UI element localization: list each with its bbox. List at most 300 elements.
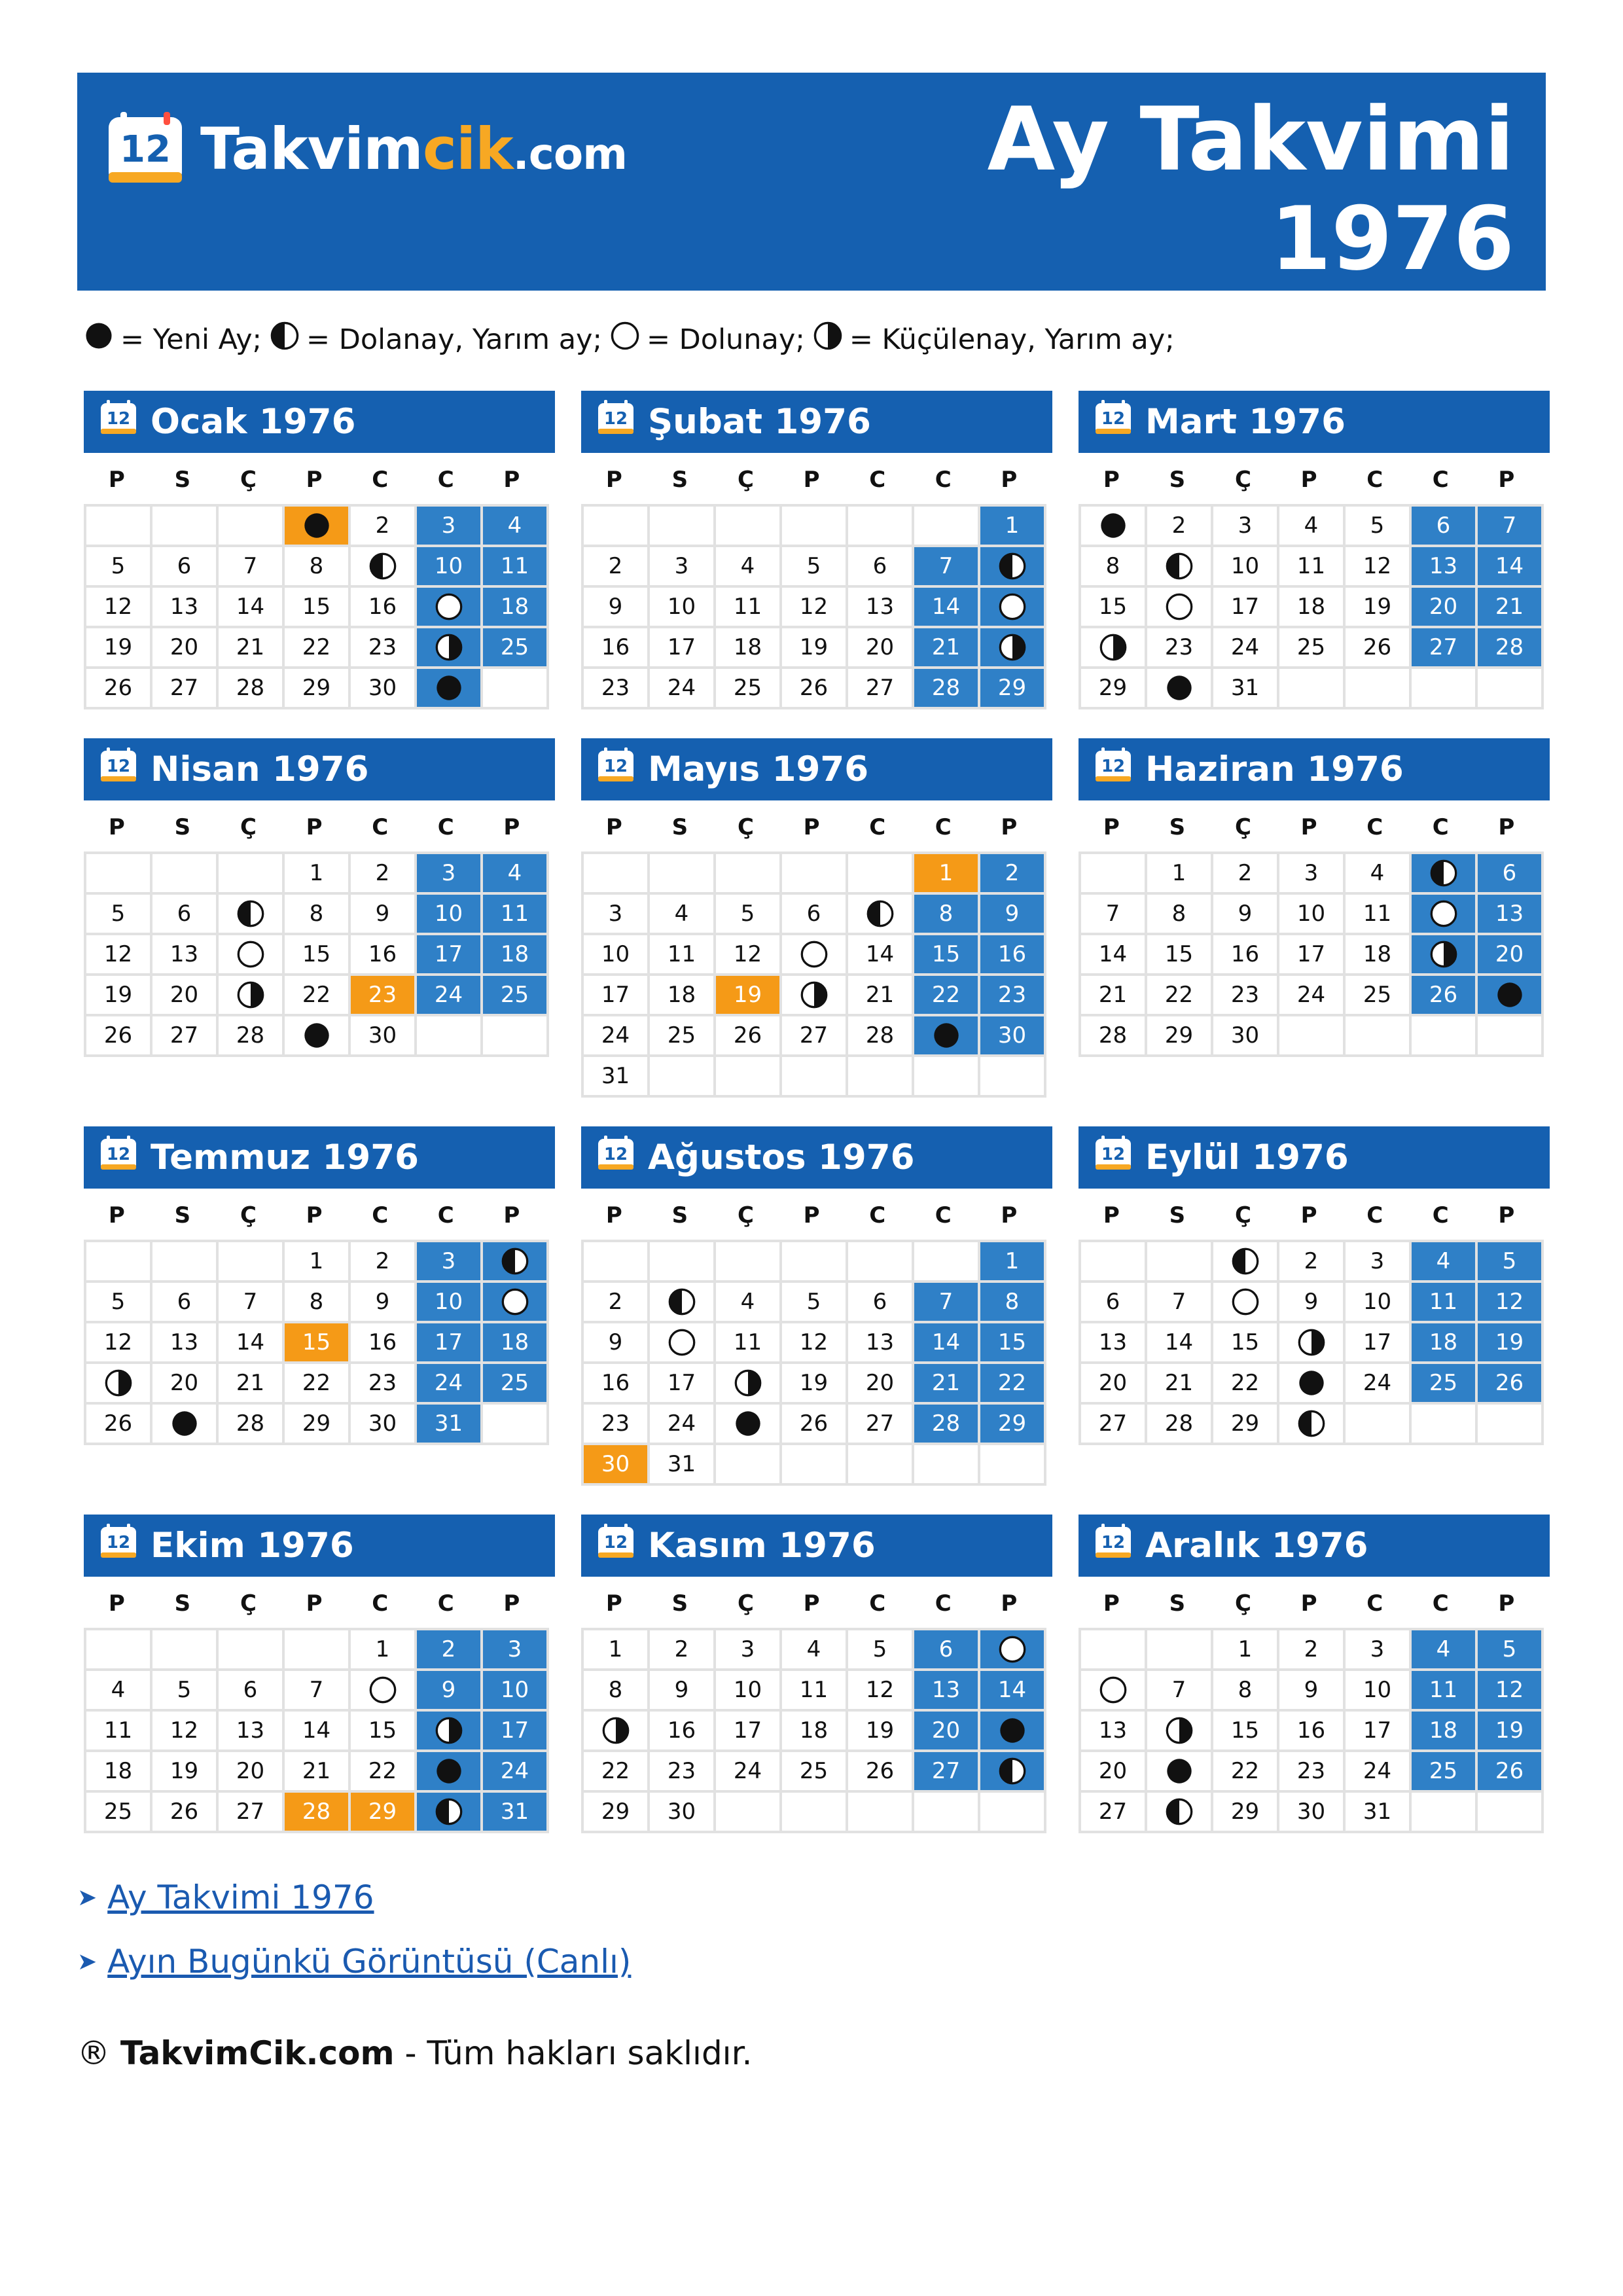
- day-cell[interactable]: 4: [85, 1670, 151, 1710]
- day-cell[interactable]: 28: [913, 1403, 979, 1444]
- day-cell[interactable]: 14: [913, 1322, 979, 1363]
- day-cell[interactable]: [217, 934, 283, 975]
- day-cell[interactable]: 10: [1344, 1282, 1410, 1322]
- day-cell[interactable]: 2: [1212, 853, 1278, 893]
- day-cell[interactable]: 8: [1080, 546, 1146, 586]
- day-cell[interactable]: 27: [151, 668, 217, 708]
- day-cell[interactable]: [217, 893, 283, 934]
- day-cell[interactable]: 5: [85, 893, 151, 934]
- day-cell[interactable]: 4: [482, 853, 548, 893]
- day-cell[interactable]: 22: [1212, 1751, 1278, 1791]
- day-cell[interactable]: 15: [1146, 934, 1212, 975]
- day-cell[interactable]: 8: [1212, 1670, 1278, 1710]
- day-cell[interactable]: 21: [217, 627, 283, 668]
- day-cell[interactable]: 5: [1344, 505, 1410, 546]
- day-cell[interactable]: 10: [1278, 893, 1344, 934]
- day-cell[interactable]: 1: [979, 1241, 1045, 1282]
- day-cell[interactable]: [979, 627, 1045, 668]
- day-cell[interactable]: 29: [979, 668, 1045, 708]
- day-cell[interactable]: 11: [715, 1322, 781, 1363]
- day-cell[interactable]: 20: [847, 627, 913, 668]
- day-cell[interactable]: 12: [85, 934, 151, 975]
- day-cell[interactable]: 23: [979, 975, 1045, 1015]
- day-cell[interactable]: 16: [1212, 934, 1278, 975]
- day-cell[interactable]: 14: [1080, 934, 1146, 975]
- day-cell[interactable]: [1278, 1403, 1344, 1444]
- day-cell[interactable]: 30: [349, 1015, 416, 1056]
- day-cell[interactable]: 14: [913, 586, 979, 627]
- day-cell[interactable]: 14: [283, 1710, 349, 1751]
- day-cell[interactable]: [1146, 586, 1212, 627]
- day-cell[interactable]: 15: [913, 934, 979, 975]
- day-cell[interactable]: 21: [1080, 975, 1146, 1015]
- day-cell[interactable]: [1410, 853, 1476, 893]
- day-cell[interactable]: 3: [1278, 853, 1344, 893]
- day-cell[interactable]: 4: [781, 1629, 847, 1670]
- day-cell[interactable]: 9: [649, 1670, 715, 1710]
- day-cell[interactable]: 5: [715, 893, 781, 934]
- day-cell[interactable]: 1: [1146, 853, 1212, 893]
- day-cell[interactable]: [1080, 505, 1146, 546]
- day-cell[interactable]: 19: [781, 627, 847, 668]
- day-cell[interactable]: [349, 1670, 416, 1710]
- day-cell[interactable]: [1410, 934, 1476, 975]
- day-cell[interactable]: 18: [85, 1751, 151, 1791]
- day-cell[interactable]: 31: [482, 1791, 548, 1832]
- day-cell[interactable]: 21: [1476, 586, 1543, 627]
- day-cell[interactable]: 6: [847, 1282, 913, 1322]
- day-cell[interactable]: 13: [847, 1322, 913, 1363]
- day-cell[interactable]: 10: [416, 1282, 482, 1322]
- day-cell[interactable]: 4: [715, 1282, 781, 1322]
- day-cell[interactable]: 25: [1344, 975, 1410, 1015]
- day-cell[interactable]: 20: [847, 1363, 913, 1403]
- day-cell[interactable]: 23: [349, 627, 416, 668]
- day-cell[interactable]: 6: [1476, 853, 1543, 893]
- day-cell[interactable]: 6: [847, 546, 913, 586]
- day-cell[interactable]: 2: [582, 1282, 649, 1322]
- day-cell[interactable]: 26: [1476, 1363, 1543, 1403]
- day-cell[interactable]: 28: [1146, 1403, 1212, 1444]
- day-cell[interactable]: 25: [482, 627, 548, 668]
- day-cell[interactable]: 11: [1410, 1282, 1476, 1322]
- day-cell[interactable]: 17: [649, 1363, 715, 1403]
- day-cell[interactable]: 13: [151, 1322, 217, 1363]
- day-cell[interactable]: 13: [913, 1670, 979, 1710]
- day-cell[interactable]: 26: [781, 668, 847, 708]
- day-cell[interactable]: 29: [582, 1791, 649, 1832]
- day-cell[interactable]: 3: [649, 546, 715, 586]
- day-cell[interactable]: 8: [913, 893, 979, 934]
- day-cell[interactable]: 20: [1080, 1363, 1146, 1403]
- day-cell[interactable]: 11: [1344, 893, 1410, 934]
- day-cell[interactable]: [979, 586, 1045, 627]
- day-cell[interactable]: [416, 1751, 482, 1791]
- day-cell[interactable]: 13: [847, 586, 913, 627]
- day-cell[interactable]: 1: [283, 1241, 349, 1282]
- day-cell[interactable]: [1146, 668, 1212, 708]
- day-cell[interactable]: 3: [582, 893, 649, 934]
- day-cell[interactable]: 12: [1344, 546, 1410, 586]
- day-cell[interactable]: 15: [283, 934, 349, 975]
- day-cell[interactable]: 20: [1410, 586, 1476, 627]
- day-cell[interactable]: 18: [781, 1710, 847, 1751]
- day-cell[interactable]: 11: [781, 1670, 847, 1710]
- day-cell[interactable]: 12: [151, 1710, 217, 1751]
- day-cell[interactable]: 10: [482, 1670, 548, 1710]
- day-cell[interactable]: 14: [1476, 546, 1543, 586]
- day-cell[interactable]: 13: [1080, 1710, 1146, 1751]
- day-cell[interactable]: 25: [85, 1791, 151, 1832]
- day-cell[interactable]: 20: [1080, 1751, 1146, 1791]
- day-cell[interactable]: 24: [715, 1751, 781, 1791]
- day-cell[interactable]: 6: [151, 1282, 217, 1322]
- day-cell[interactable]: [582, 1710, 649, 1751]
- day-cell[interactable]: 8: [979, 1282, 1045, 1322]
- day-cell[interactable]: [781, 975, 847, 1015]
- day-cell[interactable]: 19: [781, 1363, 847, 1403]
- day-cell[interactable]: 25: [781, 1751, 847, 1791]
- day-cell[interactable]: 21: [283, 1751, 349, 1791]
- day-cell[interactable]: 17: [482, 1710, 548, 1751]
- day-cell[interactable]: 5: [847, 1629, 913, 1670]
- day-cell[interactable]: 24: [416, 1363, 482, 1403]
- day-cell[interactable]: 30: [1212, 1015, 1278, 1056]
- day-cell[interactable]: 13: [1476, 893, 1543, 934]
- day-cell[interactable]: 11: [482, 546, 548, 586]
- day-cell[interactable]: [416, 1791, 482, 1832]
- day-cell[interactable]: 10: [416, 546, 482, 586]
- day-cell[interactable]: 3: [1344, 1241, 1410, 1282]
- day-cell[interactable]: 18: [482, 934, 548, 975]
- day-cell[interactable]: [1278, 1322, 1344, 1363]
- day-cell[interactable]: [1146, 1710, 1212, 1751]
- day-cell[interactable]: 7: [1080, 893, 1146, 934]
- day-cell[interactable]: 2: [582, 546, 649, 586]
- day-cell[interactable]: 19: [85, 975, 151, 1015]
- day-cell[interactable]: 14: [979, 1670, 1045, 1710]
- day-cell[interactable]: 2: [979, 853, 1045, 893]
- day-cell[interactable]: 6: [217, 1670, 283, 1710]
- day-cell[interactable]: 2: [1278, 1241, 1344, 1282]
- day-cell[interactable]: [416, 627, 482, 668]
- day-cell[interactable]: [482, 1241, 548, 1282]
- day-cell[interactable]: 19: [847, 1710, 913, 1751]
- day-cell[interactable]: [151, 1403, 217, 1444]
- day-cell[interactable]: 25: [1278, 627, 1344, 668]
- day-cell[interactable]: 24: [1344, 1363, 1410, 1403]
- day-cell[interactable]: 1: [979, 505, 1045, 546]
- day-cell[interactable]: 26: [781, 1403, 847, 1444]
- day-cell[interactable]: 30: [649, 1791, 715, 1832]
- day-cell[interactable]: 16: [979, 934, 1045, 975]
- day-cell[interactable]: 30: [1278, 1791, 1344, 1832]
- day-cell[interactable]: 5: [781, 546, 847, 586]
- day-cell[interactable]: 1: [349, 1629, 416, 1670]
- day-cell[interactable]: [416, 668, 482, 708]
- day-cell[interactable]: 24: [1344, 1751, 1410, 1791]
- day-cell[interactable]: [1146, 1751, 1212, 1791]
- day-cell[interactable]: 15: [1080, 586, 1146, 627]
- day-cell[interactable]: 5: [85, 1282, 151, 1322]
- day-cell[interactable]: 28: [217, 1015, 283, 1056]
- day-cell[interactable]: 9: [416, 1670, 482, 1710]
- moon-calendar-link[interactable]: Ay Takvimi 1976: [107, 1878, 374, 1916]
- day-cell[interactable]: 1: [913, 853, 979, 893]
- day-cell[interactable]: 31: [1344, 1791, 1410, 1832]
- day-cell[interactable]: 3: [715, 1629, 781, 1670]
- day-cell[interactable]: 29: [1212, 1791, 1278, 1832]
- day-cell[interactable]: [416, 1710, 482, 1751]
- day-cell[interactable]: 28: [283, 1791, 349, 1832]
- day-cell[interactable]: 22: [979, 1363, 1045, 1403]
- day-cell[interactable]: 19: [1476, 1322, 1543, 1363]
- day-cell[interactable]: 5: [1476, 1241, 1543, 1282]
- day-cell[interactable]: 10: [715, 1670, 781, 1710]
- day-cell[interactable]: [1080, 1670, 1146, 1710]
- day-cell[interactable]: 1: [1212, 1629, 1278, 1670]
- day-cell[interactable]: 14: [1146, 1322, 1212, 1363]
- day-cell[interactable]: 20: [217, 1751, 283, 1791]
- day-cell[interactable]: 23: [582, 668, 649, 708]
- day-cell[interactable]: 16: [582, 1363, 649, 1403]
- day-cell[interactable]: 6: [1080, 1282, 1146, 1322]
- day-cell[interactable]: 22: [283, 1363, 349, 1403]
- day-cell[interactable]: 2: [349, 505, 416, 546]
- day-cell[interactable]: 12: [781, 1322, 847, 1363]
- day-cell[interactable]: 24: [649, 668, 715, 708]
- day-cell[interactable]: 3: [482, 1629, 548, 1670]
- day-cell[interactable]: [283, 1015, 349, 1056]
- day-cell[interactable]: 16: [1278, 1710, 1344, 1751]
- day-cell[interactable]: 13: [1410, 546, 1476, 586]
- day-cell[interactable]: 3: [1344, 1629, 1410, 1670]
- day-cell[interactable]: 15: [1212, 1322, 1278, 1363]
- day-cell[interactable]: 19: [715, 975, 781, 1015]
- day-cell[interactable]: 28: [847, 1015, 913, 1056]
- day-cell[interactable]: 12: [1476, 1670, 1543, 1710]
- moon-live-link[interactable]: Ayın Bugünkü Görüntüsü (Canlı): [107, 1943, 632, 1981]
- day-cell[interactable]: 20: [151, 1363, 217, 1403]
- day-cell[interactable]: 13: [151, 934, 217, 975]
- day-cell[interactable]: 2: [1278, 1629, 1344, 1670]
- day-cell[interactable]: [715, 1363, 781, 1403]
- day-cell[interactable]: 13: [1080, 1322, 1146, 1363]
- day-cell[interactable]: 17: [1344, 1710, 1410, 1751]
- day-cell[interactable]: 31: [582, 1056, 649, 1096]
- day-cell[interactable]: 27: [781, 1015, 847, 1056]
- day-cell[interactable]: 28: [913, 668, 979, 708]
- day-cell[interactable]: 12: [85, 1322, 151, 1363]
- day-cell[interactable]: [1476, 975, 1543, 1015]
- day-cell[interactable]: 9: [1212, 893, 1278, 934]
- day-cell[interactable]: 29: [1080, 668, 1146, 708]
- day-cell[interactable]: 18: [649, 975, 715, 1015]
- day-cell[interactable]: 17: [1278, 934, 1344, 975]
- day-cell[interactable]: 16: [349, 1322, 416, 1363]
- day-cell[interactable]: 24: [1212, 627, 1278, 668]
- day-cell[interactable]: 24: [416, 975, 482, 1015]
- day-cell[interactable]: 18: [1344, 934, 1410, 975]
- day-cell[interactable]: 23: [349, 1363, 416, 1403]
- day-cell[interactable]: 22: [913, 975, 979, 1015]
- day-cell[interactable]: [482, 1282, 548, 1322]
- day-cell[interactable]: 21: [913, 627, 979, 668]
- day-cell[interactable]: 7: [217, 1282, 283, 1322]
- day-cell[interactable]: 15: [283, 1322, 349, 1363]
- day-cell[interactable]: 29: [1146, 1015, 1212, 1056]
- day-cell[interactable]: [416, 586, 482, 627]
- day-cell[interactable]: 18: [482, 1322, 548, 1363]
- day-cell[interactable]: 21: [217, 1363, 283, 1403]
- day-cell[interactable]: [217, 975, 283, 1015]
- day-cell[interactable]: 25: [649, 1015, 715, 1056]
- day-cell[interactable]: 9: [979, 893, 1045, 934]
- day-cell[interactable]: 9: [349, 1282, 416, 1322]
- day-cell[interactable]: 8: [283, 893, 349, 934]
- day-cell[interactable]: 25: [482, 975, 548, 1015]
- day-cell[interactable]: 20: [1476, 934, 1543, 975]
- day-cell[interactable]: 14: [217, 1322, 283, 1363]
- day-cell[interactable]: 29: [979, 1403, 1045, 1444]
- day-cell[interactable]: 19: [151, 1751, 217, 1791]
- day-cell[interactable]: 22: [283, 975, 349, 1015]
- day-cell[interactable]: 22: [349, 1751, 416, 1791]
- day-cell[interactable]: 23: [1212, 975, 1278, 1015]
- day-cell[interactable]: 22: [1212, 1363, 1278, 1403]
- day-cell[interactable]: 11: [649, 934, 715, 975]
- day-cell[interactable]: 17: [1212, 586, 1278, 627]
- day-cell[interactable]: 14: [217, 586, 283, 627]
- day-cell[interactable]: 1: [283, 853, 349, 893]
- day-cell[interactable]: [1212, 1282, 1278, 1322]
- day-cell[interactable]: 26: [151, 1791, 217, 1832]
- day-cell[interactable]: 4: [482, 505, 548, 546]
- day-cell[interactable]: 18: [715, 627, 781, 668]
- day-cell[interactable]: 25: [715, 668, 781, 708]
- day-cell[interactable]: 3: [1212, 505, 1278, 546]
- day-cell[interactable]: 31: [649, 1444, 715, 1484]
- day-cell[interactable]: 25: [1410, 1751, 1476, 1791]
- day-cell[interactable]: 12: [1476, 1282, 1543, 1322]
- day-cell[interactable]: 8: [582, 1670, 649, 1710]
- day-cell[interactable]: 9: [582, 1322, 649, 1363]
- day-cell[interactable]: 27: [217, 1791, 283, 1832]
- day-cell[interactable]: 21: [913, 1363, 979, 1403]
- day-cell[interactable]: 17: [416, 1322, 482, 1363]
- day-cell[interactable]: [847, 893, 913, 934]
- day-cell[interactable]: 6: [151, 893, 217, 934]
- day-cell[interactable]: 2: [416, 1629, 482, 1670]
- day-cell[interactable]: 4: [1410, 1629, 1476, 1670]
- day-cell[interactable]: 6: [781, 893, 847, 934]
- day-cell[interactable]: 30: [349, 668, 416, 708]
- day-cell[interactable]: 7: [913, 546, 979, 586]
- day-cell[interactable]: [1212, 1241, 1278, 1282]
- day-cell[interactable]: 30: [349, 1403, 416, 1444]
- day-cell[interactable]: 24: [582, 1015, 649, 1056]
- day-cell[interactable]: [715, 1403, 781, 1444]
- day-cell[interactable]: 22: [582, 1751, 649, 1791]
- day-cell[interactable]: 22: [1146, 975, 1212, 1015]
- day-cell[interactable]: 3: [416, 1241, 482, 1282]
- day-cell[interactable]: 22: [283, 627, 349, 668]
- day-cell[interactable]: 26: [1476, 1751, 1543, 1791]
- day-cell[interactable]: 5: [85, 546, 151, 586]
- day-cell[interactable]: 23: [1278, 1751, 1344, 1791]
- day-cell[interactable]: 7: [1476, 505, 1543, 546]
- day-cell[interactable]: 12: [715, 934, 781, 975]
- day-cell[interactable]: 28: [1080, 1015, 1146, 1056]
- day-cell[interactable]: 26: [85, 668, 151, 708]
- day-cell[interactable]: 23: [1146, 627, 1212, 668]
- day-cell[interactable]: 28: [217, 668, 283, 708]
- day-cell[interactable]: [1278, 1363, 1344, 1403]
- day-cell[interactable]: 10: [1212, 546, 1278, 586]
- day-cell[interactable]: 17: [649, 627, 715, 668]
- day-cell[interactable]: 23: [649, 1751, 715, 1791]
- day-cell[interactable]: 11: [1410, 1670, 1476, 1710]
- day-cell[interactable]: 29: [283, 1403, 349, 1444]
- day-cell[interactable]: 20: [151, 627, 217, 668]
- day-cell[interactable]: 17: [1344, 1322, 1410, 1363]
- day-cell[interactable]: 2: [349, 853, 416, 893]
- day-cell[interactable]: 17: [715, 1710, 781, 1751]
- day-cell[interactable]: [283, 505, 349, 546]
- day-cell[interactable]: 17: [416, 934, 482, 975]
- day-cell[interactable]: 21: [847, 975, 913, 1015]
- day-cell[interactable]: [349, 546, 416, 586]
- day-cell[interactable]: 20: [913, 1710, 979, 1751]
- day-cell[interactable]: 27: [847, 668, 913, 708]
- day-cell[interactable]: [979, 1710, 1045, 1751]
- day-cell[interactable]: 29: [349, 1791, 416, 1832]
- day-cell[interactable]: 27: [151, 1015, 217, 1056]
- day-cell[interactable]: [1146, 1791, 1212, 1832]
- day-cell[interactable]: 26: [85, 1403, 151, 1444]
- day-cell[interactable]: [649, 1322, 715, 1363]
- day-cell[interactable]: 28: [1476, 627, 1543, 668]
- day-cell[interactable]: 26: [85, 1015, 151, 1056]
- day-cell[interactable]: [649, 1282, 715, 1322]
- day-cell[interactable]: 16: [582, 627, 649, 668]
- day-cell[interactable]: [979, 546, 1045, 586]
- day-cell[interactable]: 29: [1212, 1403, 1278, 1444]
- day-cell[interactable]: 11: [715, 586, 781, 627]
- day-cell[interactable]: 31: [416, 1403, 482, 1444]
- day-cell[interactable]: 15: [979, 1322, 1045, 1363]
- day-cell[interactable]: 18: [1410, 1710, 1476, 1751]
- day-cell[interactable]: 19: [1476, 1710, 1543, 1751]
- day-cell[interactable]: 4: [649, 893, 715, 934]
- day-cell[interactable]: 2: [1146, 505, 1212, 546]
- day-cell[interactable]: 1: [582, 1629, 649, 1670]
- day-cell[interactable]: [1410, 893, 1476, 934]
- day-cell[interactable]: 16: [349, 934, 416, 975]
- day-cell[interactable]: [1146, 546, 1212, 586]
- day-cell[interactable]: 16: [649, 1710, 715, 1751]
- day-cell[interactable]: 4: [1278, 505, 1344, 546]
- day-cell[interactable]: 27: [913, 1751, 979, 1791]
- day-cell[interactable]: 15: [1212, 1710, 1278, 1751]
- day-cell[interactable]: 18: [1410, 1322, 1476, 1363]
- day-cell[interactable]: 6: [913, 1629, 979, 1670]
- day-cell[interactable]: 23: [582, 1403, 649, 1444]
- day-cell[interactable]: 6: [151, 546, 217, 586]
- day-cell[interactable]: 14: [847, 934, 913, 975]
- day-cell[interactable]: 5: [151, 1670, 217, 1710]
- site-logo[interactable]: [106, 109, 627, 188]
